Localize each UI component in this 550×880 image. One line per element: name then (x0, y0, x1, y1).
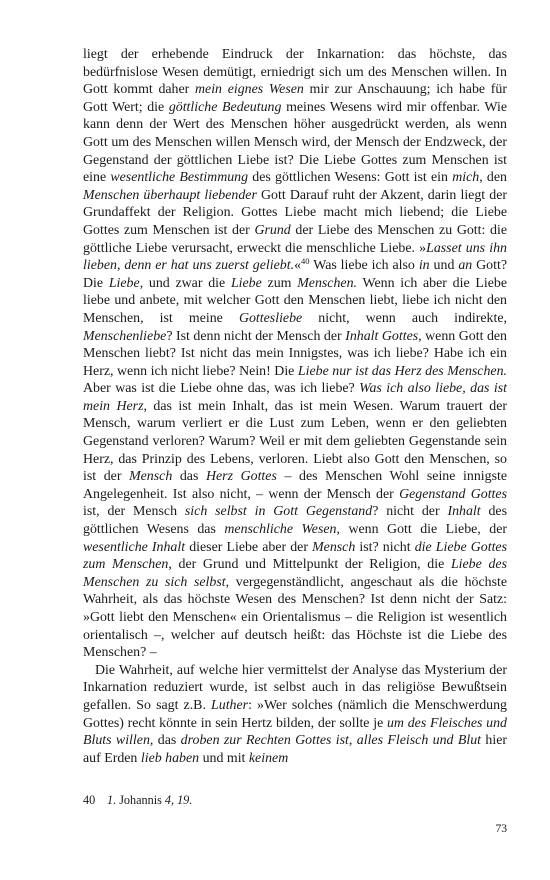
emphasis: um des Fleisches und Bluts willen (83, 715, 508, 749)
emphasis: Was ich also liebe, das ist mein Herz (83, 381, 507, 414)
emphasis: keinem (248, 750, 289, 766)
emphasis: Liebe des Menschen zu sich selbst (83, 557, 507, 590)
footnote-text: 1. Johannis 4, 19. (107, 793, 193, 807)
emphasis: 1. (107, 793, 117, 807)
page-number: 73 (495, 823, 507, 835)
emphasis: Mensch (312, 539, 356, 555)
emphasis: wesentliche Bestimmung (110, 170, 249, 186)
emphasis: wesentliche Inhalt (83, 539, 186, 555)
emphasis: lieb haben (140, 750, 200, 766)
emphasis: 4, 19. (164, 793, 193, 807)
emphasis: mich (452, 170, 480, 186)
emphasis: Inhalt Gottes (345, 328, 419, 344)
emphasis: menschliche Wesen (224, 522, 337, 538)
footnote-ref: 40 (301, 256, 310, 267)
emphasis: Mensch (129, 469, 173, 485)
paragraph: liegt der erhebende Eindruck der Inkarnation: das höchste, das bedürfnislose Wesen demütigt, erniedrigt sich um des Menschen willen. In Gott kommt daher mein eignes Wesen mir zur Anschauung; ich habe für Gott Wert; die göttliche Bedeutung meines Wesens wird mir offenbar. Wie kann denn der Wert des Menschen höher ausgedrückt werden, als wenn Gott um des Menschen willen Mensch wird, der Mensch der Endzweck, der Gegenstand der göttlichen Liebe ist? Die Liebe Gottes zum Menschen ist eine wesentliche Bestimmung des göttlichen Wesens: Gott ist ein mich, den Menschen überhaupt liebender Gott Darauf ruht der Akzent, darin liegt der Grundaffekt der Religion. Gottes Liebe macht mich liebend; die Liebe Gottes zum Menschen ist der Grund der Liebe des Menschen zu Gott: die göttliche Liebe verursacht, erweckt die menschliche Liebe. »Lasset uns ihn lieben, denn er hat uns zuerst geliebt.«$^{40}$ Was liebe ich also in und an Gott? Die Liebe, und zwar die Liebe zum Menschen. Wenn ich aber die Liebe liebe und anbete, mit welcher Gott den Menschen liebt, liebe ich nicht den Menschen, ist meine Gottesliebe nicht, wenn auch indirekte, Menschenliebe? Ist denn nicht der Mensch der Inhalt Gottes, wenn Gott den Menschen liebt? Ist nicht das mein Innigstes, was ich liebe? Habe ich ein Herz, wenn ich nicht liebe? Nein! Die Liebe nur ist das Herz des Menschen. Aber was ist die Liebe ohne das, was ich liebe? Was ich also liebe, das ist mein Herz, das ist mein Inhalt, das ist mein Wesen. Warum trauert der Mensch, warum verliert er die Lust zum Leben, wenn er den geliebten Gegenstand verloren? Warum? Weil er mit dem geliebten Gegenstande sein Herz, das Prinzip des Lebens, verloren. Liebt also Gott den Menschen, so ist der Mensch das Herz Gottes – des Menschen Wohl seine innigste Angelegenheit. Ist also nicht, – wenn der Mensch der Gegenstand Gottes ist, der Mensch sich selbst in Gott Gegenstand? nicht der Inhalt des göttlichen Wesens das menschliche Wesen, wenn Gott die Liebe, der wesentliche Inhalt dieser Liebe aber der Mensch ist? nicht die Liebe Gottes zum Menschen, der Grund und Mittelpunkt der Religion, die Liebe des Menschen zu sich selbst, vergegenständlicht, angeschaut als die höchste Wahrheit, als das höchste Wesen des Menschen? Ist denn nicht der Satz: »Gott liebt den Menschen« ein Orientalismus – die Religion ist wesentlich orientalisch –, welcher auf deutsch heißt: das Höchste ist die Liebe des Menschen? – (83, 47, 508, 661)
emphasis: an (458, 258, 473, 274)
emphasis: Grund (254, 222, 291, 238)
emphasis: Liebe (230, 275, 262, 291)
emphasis: Liebe nur ist das Herz des Menschen. (297, 363, 507, 379)
emphasis: Lasset uns ihn lieben, denn er hat uns zuerst geliebt. (83, 240, 507, 274)
emphasis: Gegenstand Gottes (399, 486, 507, 502)
emphasis: Inhalt (447, 504, 481, 520)
emphasis: Menschen. (297, 275, 358, 291)
footnote-number: 40 (83, 793, 96, 807)
paragraph: Die Wahrheit, auf welche hier vermittelst der Analyse das Mysterium der Inkarnation reduziert wurde, ist selbst auch in das religiöse Bewußtsein gefallen. So sagt z.B. Luther: »Wer solches (nämlich die Menschwerdung Gottes) recht könnte in sein Hertz bilden, der sollte je um des Fleisches und Bluts willen, das droben zur Rechten Gottes ist, alles Fleisch und Blut hier auf Erden lieb haben und mit keinem (83, 662, 508, 766)
emphasis: Menschen überhaupt liebender (83, 187, 257, 203)
emphasis: Gottesliebe (238, 310, 303, 326)
emphasis: Luther (211, 697, 249, 713)
emphasis: droben zur Rechten Gottes ist, alles Fleisch und Blut (180, 733, 482, 749)
emphasis: Liebe (108, 275, 140, 291)
main-text (83, 46, 507, 767)
emphasis: die Liebe Gottes zum Menschen (83, 539, 508, 573)
footnote (83, 792, 507, 808)
emphasis: Herz Gottes (205, 469, 277, 485)
emphasis: in (418, 258, 430, 274)
emphasis: mein eignes Wesen (195, 82, 304, 98)
emphasis: sich selbst in Gott Gegenstand (184, 504, 373, 520)
emphasis: Menschenliebe (83, 328, 167, 344)
emphasis: göttliche Bedeutung (168, 99, 282, 115)
